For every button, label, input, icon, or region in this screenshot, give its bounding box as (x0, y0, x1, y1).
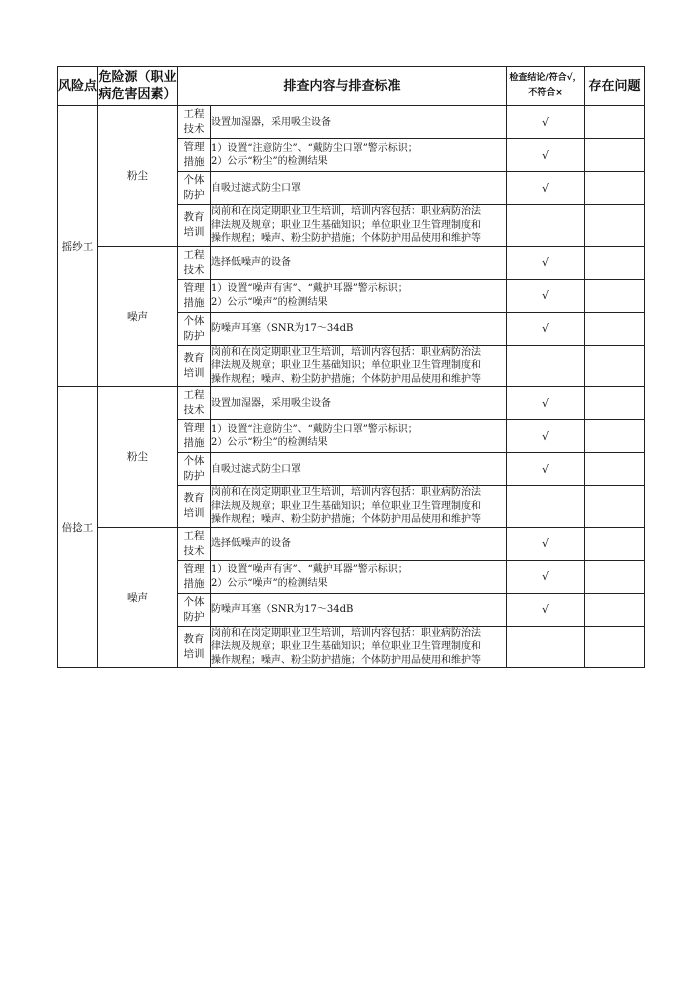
check-result-cell: √ (507, 387, 585, 420)
standard-content-cell (211, 246, 507, 279)
problem-cell (585, 486, 645, 528)
problem-cell (585, 246, 645, 279)
check-result-cell (507, 345, 585, 387)
measure-type-line: 管理 (183, 562, 205, 575)
check-result-cell: √ (507, 172, 585, 205)
problem-cell (585, 172, 645, 205)
measure-type-line: 培训 (183, 366, 205, 379)
header-row (58, 67, 645, 106)
measure-type-line: 措施 (183, 437, 205, 449)
standard-content-line: 岗前和在岗定期职业卫生培训，培训内容包括：职业病防治法 (211, 487, 481, 498)
measure-type-line: 教育 (183, 632, 205, 645)
measure-type-line: 技术 (183, 123, 205, 135)
standard-content-line: 岗前和在岗定期职业卫生培训，培训内容包括：职业病防治法 (211, 627, 481, 639)
standard-content-line: 1）设置“噪声有害”、“戴护耳器”警示标识； (211, 564, 408, 575)
measure-type-cell (178, 486, 211, 528)
standard-content-line: 选择低噪声的设备 (211, 538, 291, 549)
measure-type-line: 管理 (183, 141, 205, 153)
standard-content-line: 2）公示“粉尘”的检测结果 (211, 437, 328, 448)
header-conclusion (507, 67, 585, 106)
check-result-cell: √ (507, 279, 585, 312)
check-result-cell (507, 205, 585, 247)
measure-type-cell (178, 387, 211, 420)
header-content-standard: 排查内容与排查标准 (178, 67, 507, 106)
check-result-cell: √ (507, 420, 585, 453)
measure-type-line: 防护 (183, 470, 205, 482)
standard-content-cell (211, 453, 507, 486)
standard-content-line: 律法规及规章；职业卫生基础知识；单位职业卫生管理制度和 (211, 219, 481, 231)
standard-content-cell (211, 279, 507, 312)
measure-type-cell (178, 345, 211, 387)
standard-content-line: 自吸过滤式防尘口罩 (211, 182, 301, 194)
standard-content-cell (211, 205, 507, 247)
measure-type-line: 工程 (183, 248, 205, 261)
check-result-cell: √ (507, 560, 585, 593)
standard-content-line: 操作规程；噪声、粉尘防护措施；个体防护用品使用和维护等 (211, 233, 481, 244)
standard-content-line: 岗前和在岗定期职业卫生培训，培训内容包括：职业病防治法 (211, 346, 481, 358)
standard-content-line: 设置加湿器，采用吸尘设备 (211, 397, 331, 409)
standard-content-cell (211, 486, 507, 528)
problem-cell (585, 139, 645, 172)
standard-content-cell (211, 345, 507, 387)
measure-type-cell (178, 527, 211, 560)
measure-type-line: 个体 (183, 174, 205, 186)
check-result-cell: √ (507, 527, 585, 560)
measure-type-cell (178, 246, 211, 279)
check-result-cell (507, 626, 585, 668)
table-body (58, 106, 645, 668)
measure-type-cell (178, 453, 211, 486)
standard-content-cell (211, 106, 507, 139)
measure-type-line: 工程 (183, 529, 205, 542)
measure-type-cell (178, 205, 211, 247)
measure-type-cell (178, 420, 211, 453)
measure-type-cell (178, 106, 211, 139)
standard-content-line: 防噪声耳塞（SNR为17～34dB (211, 323, 354, 334)
measure-type-line: 培训 (183, 507, 205, 520)
measure-type-line: 措施 (183, 577, 205, 590)
standard-content-line: 2）公示“噪声”的检测结果 (211, 577, 328, 589)
standard-content-line: 自吸过滤式防尘口罩 (211, 463, 301, 475)
standard-content-line: 操作规程；噪声、粉尘防护措施；个体防护用品使用和维护等 (211, 514, 481, 525)
measure-type-line: 教育 (183, 492, 205, 505)
problem-cell (585, 626, 645, 668)
measure-type-line: 管理 (183, 281, 205, 294)
measure-type-line: 培训 (183, 647, 205, 660)
measure-type-line: 工程 (183, 108, 205, 120)
problem-cell (585, 527, 645, 560)
measure-type-line: 管理 (183, 422, 205, 434)
check-result-cell: √ (507, 139, 585, 172)
header-problems: 存在问题 (585, 67, 645, 106)
header-hazard: 危险源（职业病危害因素） (98, 67, 178, 106)
standard-content-line: 选择低噪声的设备 (211, 257, 291, 268)
header-risk-point: 风险点 (58, 67, 98, 106)
measure-type-line: 措施 (183, 156, 205, 168)
standard-content-cell (211, 560, 507, 593)
standard-content-line: 设置加湿器，采用吸尘设备 (211, 116, 331, 128)
measure-type-line: 个体 (183, 314, 205, 327)
measure-type-line: 教育 (183, 211, 205, 224)
hazard-cell: 粉尘 (98, 106, 178, 247)
standard-content-line: 岗前和在岗定期职业卫生培训，培训内容包括：职业病防治法 (211, 206, 481, 217)
measure-type-line: 防护 (183, 329, 205, 342)
hazard-cell: 噪声 (98, 246, 178, 387)
table-row (58, 387, 645, 420)
measure-type-cell (178, 593, 211, 626)
risk-point-cell: 摇纱工 (58, 106, 98, 387)
measure-type-line: 培训 (183, 226, 205, 239)
check-result-cell: √ (507, 106, 585, 139)
standard-content-line: 律法规及规章；职业卫生基础知识；单位职业卫生管理制度和 (211, 500, 481, 512)
hazard-cell: 粉尘 (98, 387, 178, 528)
standard-content-line: 1）设置“注意防尘”、“戴防尘口罩”警示标识； (211, 142, 418, 154)
measure-type-cell (178, 139, 211, 172)
standard-content-line: 操作规程；噪声、粉尘防护措施；个体防护用品使用和维护等 (211, 654, 481, 666)
measure-type-line: 防护 (183, 610, 205, 623)
problem-cell (585, 106, 645, 139)
risk-point-cell: 倍捻工 (58, 387, 98, 668)
measure-type-line: 技术 (183, 404, 205, 416)
standard-content-cell (211, 420, 507, 453)
standard-content-line: 1）设置“噪声有害”、“戴护耳器”警示标识； (211, 283, 408, 294)
measure-type-cell (178, 312, 211, 345)
problem-cell (585, 387, 645, 420)
problem-cell (585, 312, 645, 345)
check-result-cell: √ (507, 593, 585, 626)
measure-type-line: 工程 (183, 389, 205, 401)
inspection-table (57, 66, 645, 668)
header-conclusion-line2: 不符合× (528, 88, 563, 98)
measure-type-line: 措施 (183, 296, 205, 309)
problem-cell (585, 420, 645, 453)
check-result-cell: √ (507, 246, 585, 279)
check-result-cell: √ (507, 312, 585, 345)
hazard-cell: 噪声 (98, 527, 178, 668)
standard-content-line: 1）设置“注意防尘”、“戴防尘口罩”警示标识； (211, 423, 418, 435)
check-result-cell (507, 486, 585, 528)
standard-content-cell (211, 527, 507, 560)
problem-cell (585, 345, 645, 387)
measure-type-line: 防护 (183, 189, 205, 201)
standard-content-cell (211, 172, 507, 205)
measure-type-cell (178, 172, 211, 205)
standard-content-cell (211, 626, 507, 668)
standard-content-line: 律法规及规章；职业卫生基础知识；单位职业卫生管理制度和 (211, 641, 481, 652)
standard-content-line: 2）公示“噪声”的检测结果 (211, 296, 328, 308)
table-row (58, 527, 645, 560)
measure-type-cell (178, 560, 211, 593)
measure-type-line: 技术 (183, 544, 205, 557)
standard-content-line: 律法规及规章；职业卫生基础知识；单位职业卫生管理制度和 (211, 360, 481, 371)
measure-type-line: 个体 (183, 455, 205, 467)
table-row (58, 246, 645, 279)
standard-content-line: 2）公示“粉尘”的检测结果 (211, 156, 328, 167)
problem-cell (585, 560, 645, 593)
standard-content-cell (211, 387, 507, 420)
measure-type-line: 教育 (183, 351, 205, 364)
measure-type-line: 个体 (183, 595, 205, 608)
problem-cell (585, 453, 645, 486)
table-row (58, 106, 645, 139)
standard-content-cell (211, 312, 507, 345)
standard-content-cell (211, 593, 507, 626)
standard-content-cell (211, 139, 507, 172)
measure-type-cell (178, 279, 211, 312)
problem-cell (585, 205, 645, 247)
header-conclusion-line1: 检查结论/符合√， (509, 73, 582, 83)
problem-cell (585, 593, 645, 626)
problem-cell (585, 279, 645, 312)
standard-content-line: 操作规程；噪声、粉尘防护措施；个体防护用品使用和维护等 (211, 373, 481, 385)
measure-type-cell (178, 626, 211, 668)
measure-type-line: 技术 (183, 263, 205, 276)
standard-content-line: 防噪声耳塞（SNR为17～34dB (211, 604, 354, 615)
check-result-cell: √ (507, 453, 585, 486)
